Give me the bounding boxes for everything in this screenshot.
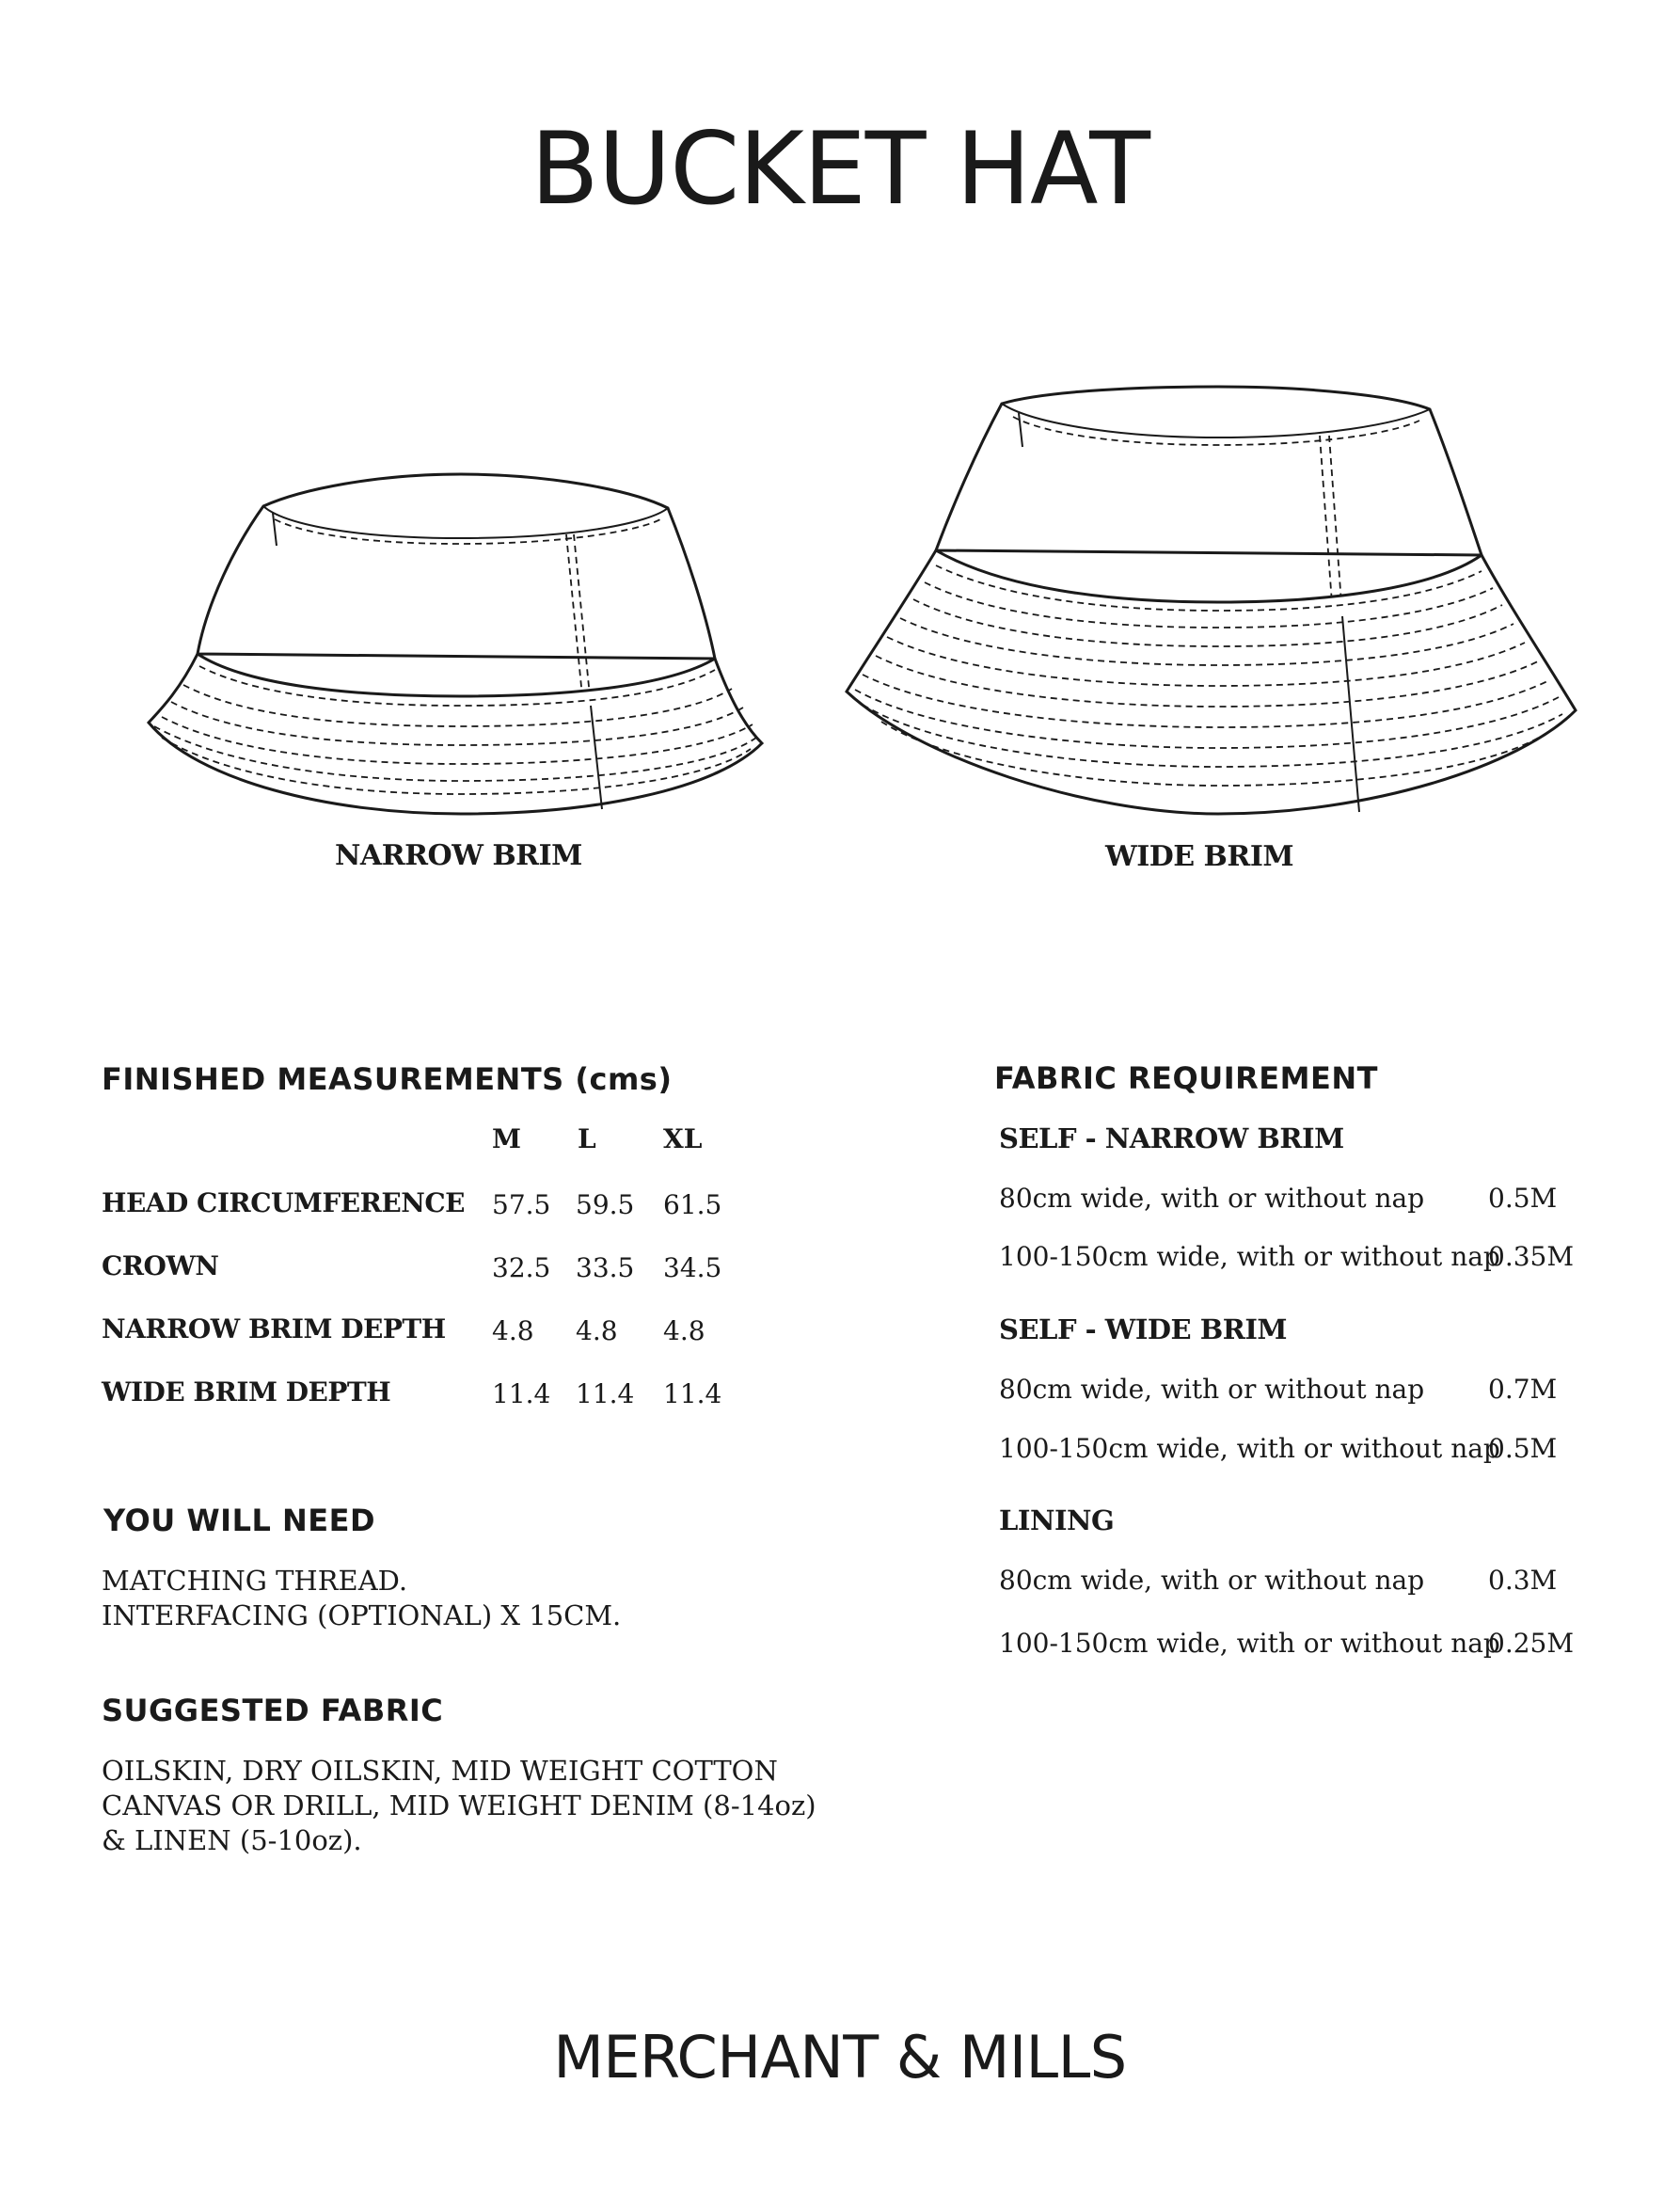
fabric-item-label: 100-150cm wide, with or without nap [999,1628,1500,1659]
table-cell: 61.5 [663,1189,722,1220]
row-label-narrow-brim-depth: NARROW BRIM DEPTH [102,1313,446,1344]
table-cell: 59.5 [576,1189,635,1220]
column-header-xl: XL [663,1123,703,1154]
row-label-wide-brim-depth: WIDE BRIM DEPTH [102,1376,391,1408]
fabric-requirement-heading: FABRIC REQUIREMENT [994,1060,1378,1096]
hat-brim [847,550,1576,814]
fabric-item-label: 80cm wide, with or without nap [999,1374,1425,1405]
hat-crown [198,474,715,706]
fabric-group-title: SELF - WIDE BRIM [999,1313,1288,1345]
table-cell: 32.5 [492,1252,551,1283]
fabric-item-value: 0.5M [1488,1433,1558,1464]
fabric-item-label: 100-150cm wide, with or without nap [999,1433,1500,1464]
table-cell: 11.4 [576,1378,635,1409]
fabric-group-title: LINING [999,1504,1115,1536]
bucket-hat-narrow-brim-drawing [141,470,781,828]
column-header-m: M [492,1123,521,1154]
table-cell: 4.8 [492,1315,534,1346]
narrow-brim-caption: NARROW BRIM [335,839,582,872]
fabric-item-value: 0.5M [1488,1183,1558,1214]
row-label-head-circumference: HEAD CIRCUMFERENCE [102,1187,465,1218]
fabric-item-label: 100-150cm wide, with or without nap [999,1241,1500,1272]
suggested-fabric-text: OILSKIN, DRY OILSKIN, MID WEIGHT COTTON CANVAS OR DRILL, MID WEIGHT DENIM (8-14oz) & LINEN (5-10oz). [102,1755,816,1856]
you-will-need-text: MATCHING THREAD. INTERFACING (OPTIONAL) X 15CM. [102,1565,622,1631]
table-cell: 4.8 [576,1315,618,1346]
fabric-item-value: 0.35M [1488,1241,1575,1272]
column-header-l: L [578,1123,596,1154]
table-cell: 33.5 [576,1252,635,1283]
row-label-crown: CROWN [102,1250,219,1281]
page-title: BUCKET HAT [531,111,1149,227]
fabric-item-value: 0.25M [1488,1628,1575,1659]
table-cell: 34.5 [663,1252,722,1283]
table-cell: 57.5 [492,1189,551,1220]
brand-logo-text: MERCHANT & MILLS [553,2023,1127,2092]
fabric-group-title: SELF - NARROW BRIM [999,1122,1344,1154]
bucket-hat-wide-brim-drawing [842,390,1585,823]
fabric-item-value: 0.3M [1488,1565,1558,1596]
measurements-heading: FINISHED MEASUREMENTS (cms) [102,1061,673,1097]
fabric-item-value: 0.7M [1488,1374,1558,1405]
fabric-item-label: 80cm wide, with or without nap [999,1565,1425,1596]
hat-brim [149,654,762,814]
suggested-fabric-heading: SUGGESTED FABRIC [102,1693,444,1728]
fabric-item-label: 80cm wide, with or without nap [999,1183,1425,1214]
table-cell: 11.4 [492,1378,551,1409]
table-cell: 11.4 [663,1378,722,1409]
wide-brim-caption: WIDE BRIM [1105,840,1294,873]
you-will-need-heading: YOU WILL NEED [103,1503,376,1538]
table-cell: 4.8 [663,1315,705,1346]
